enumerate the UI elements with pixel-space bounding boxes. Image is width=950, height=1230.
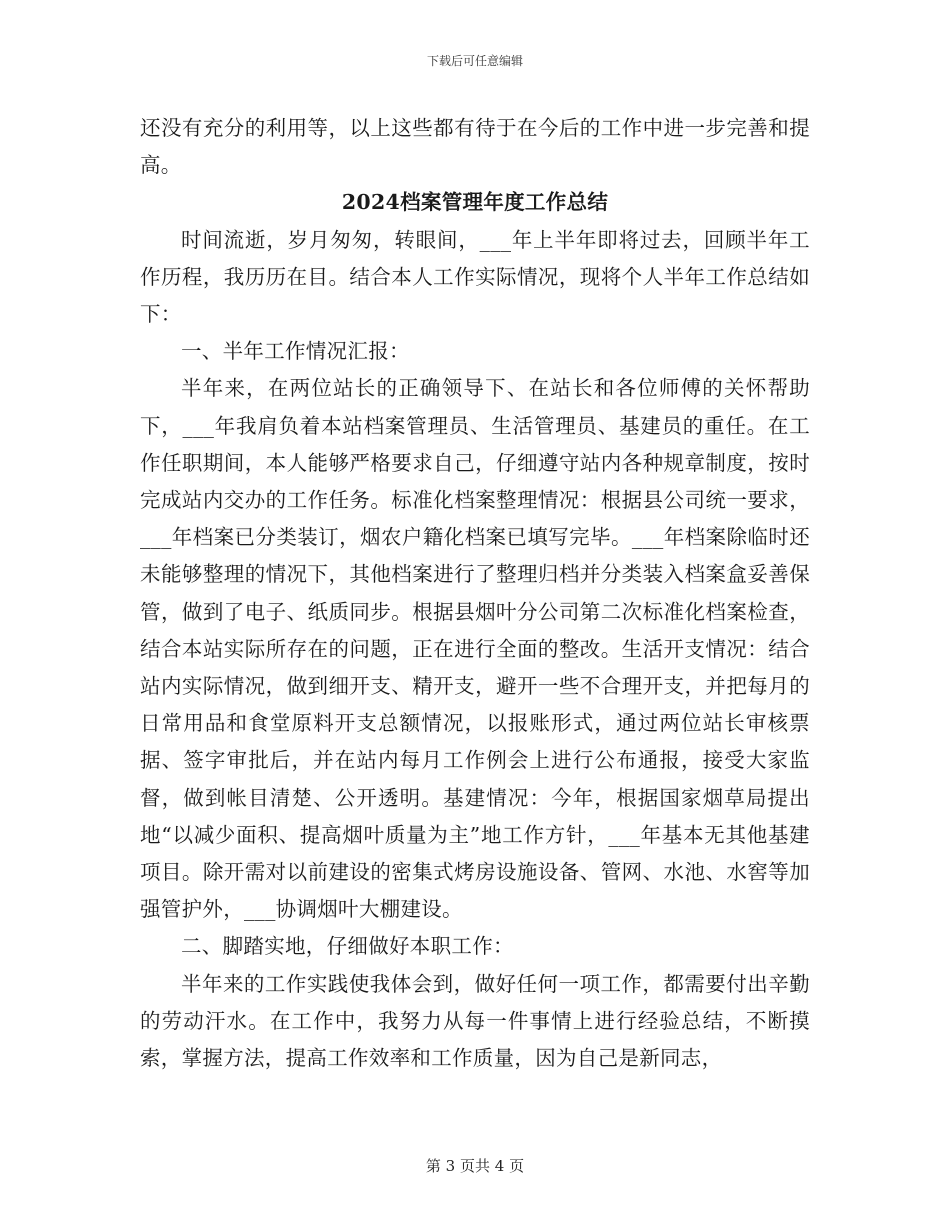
section-heading-1: 一、半年工作情况汇报： — [181, 339, 410, 364]
page-footer: 第 3 页共 4 页 — [425, 1157, 525, 1175]
document-body — [140, 110, 810, 1077]
intro-paragraph: 还没有充分的利用等，以上这些都有待于在今后的工作中进一步完善和提高。 — [140, 116, 810, 178]
paragraph-opening: 时间流逝，岁月匆匆，转眼间，___年上半年即将过去，回顾半年工作历程，我历历在目。结合本人工作实际情况，现将个人半年工作总结如下： — [140, 227, 810, 327]
section-heading-2: 二、脚踏实地，仔细做好本职工作： — [181, 934, 514, 959]
document-title: 2024档案管理年度工作总结 — [341, 190, 609, 215]
paragraph-practice: 半年来的工作实践使我体会到，做好任何一项工作，都需要付出辛勤的劳动汗水。在工作中，我努力从每一件事情上进行经验总结，不断摸索，掌握方法，提高工作效率和工作质量，因为自己是新同志， — [140, 971, 810, 1071]
paragraph-work-report: 半年来，在两位站长的正确领导下、在站长和各位师傅的关怀帮助下，___年我肩负着本站档案管理员、生活管理员、基建员的重任。在工作任职期间，本人能够严格要求自己，仔细遵守站内各种规章制度，按时完成站内交办的工作任务。标准化档案整理情况：根据县公司统一要求，___年档案已分类装订，烟农户籍化档案已填写完毕。___年档案除临时还未能够整理的情况下，其他档案进行了整理归档并分类装入档案盒妥善保管，做到了电子、纸质同步。根据县烟叶分公司第二次标准化档案检查，结合本站实际所存在的问题，正在进行全面的整改。生活开支情况：结合站内实际情况，做到细开支、精开支，避开一些不合理开支，并把每月的日常用品和食堂原料开支总额情况，以报账形式，通过两位站长审核票据、签字审批后，并在站内每月工作例会上进行公布通报，接受大家监督，做到帐目清楚、公开透明。基建情况：今年，根据国家烟草局提出地“以减少面积、提高烟叶质量为主”地工作方针，___年基本无其他基建项目。除开需对以前建设的密集式烤房设施设备、管网、水池、水窖等加强管护外，___协调烟叶大棚建设。 — [140, 376, 810, 922]
page-header: 下载后可任意编辑 — [426, 54, 523, 68]
